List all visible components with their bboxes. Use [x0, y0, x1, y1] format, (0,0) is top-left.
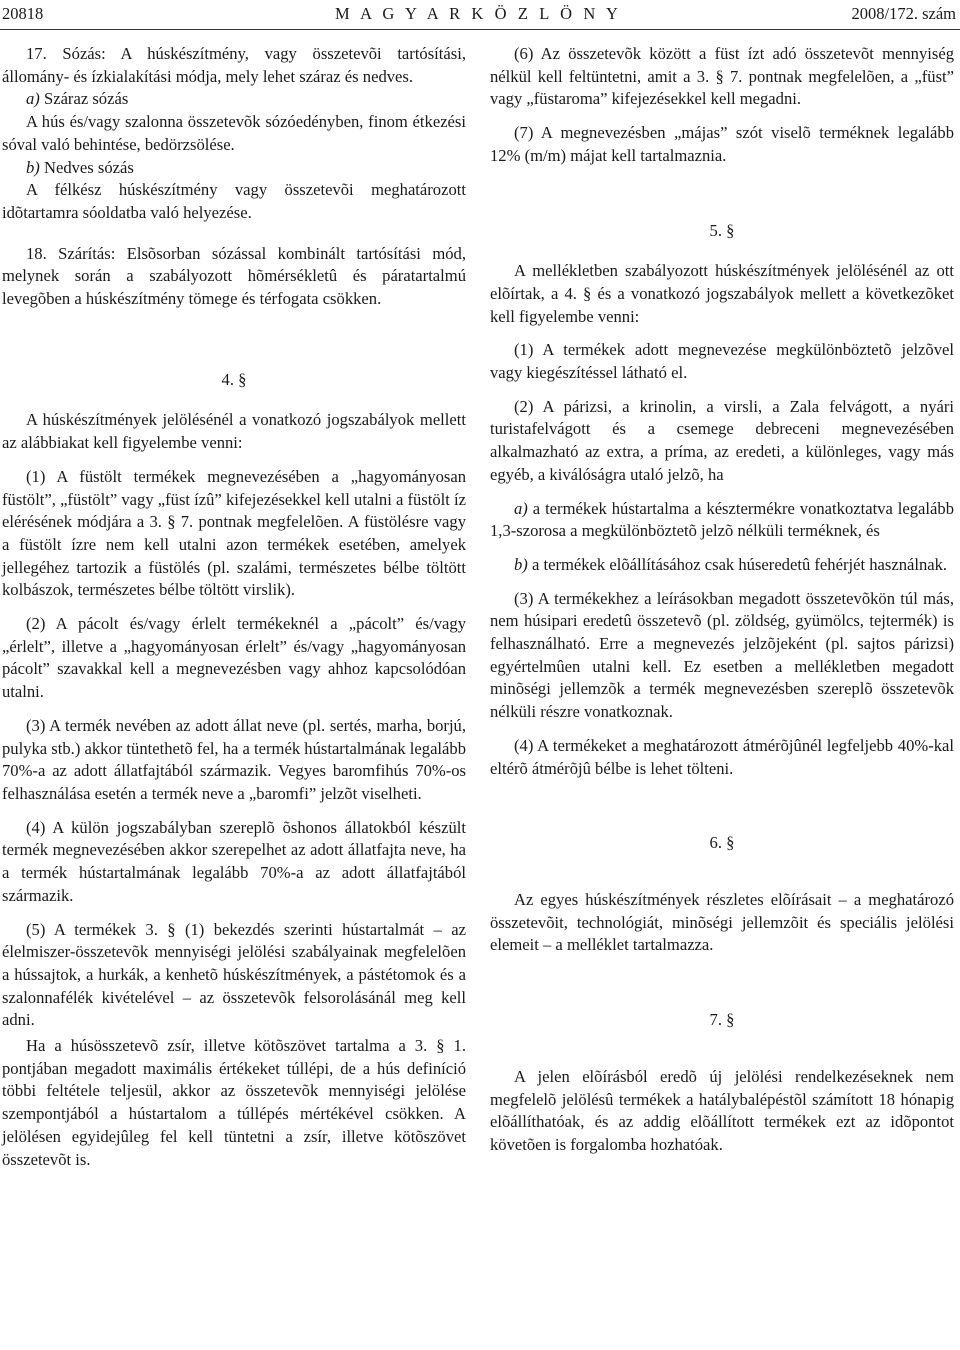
item-title: Száraz sózás — [39, 89, 129, 109]
section-4-item-6: (6) Az összetevõk között a füst ízt adó összetevõt mennyiség nélkül kell feltüntetni, amit a 3. § 7. pontnak megfelelõen, a „füst” vagy „füstaroma” kifejezésekkel kell megadni. — [490, 44, 954, 109]
section-5-item-4: (4) A termékeket a meghatározott átmérõjûnél legfeljebb 40%-kal eltérõ átmérõjû bélbe is lehet tölteni. — [490, 735, 954, 778]
section-4-heading: 4. § — [221, 369, 247, 389]
paragraph-18: 18. Szárítás: Elsõsorban sózással kombinált tartósítási mód, melynek során a szabályozott hõmérsékletû és páratartalmú levegõben a húskészítmény tömege és térfogata csökken. — [2, 243, 466, 309]
section-4-item-3: (3) A termék nevében az adott állat neve (pl. sertés, marha, borjú, pulyka stb.) akkor tüntethetõ fel, ha a termék hústartalmának legalább 70%-a az adott állatfajtából származik. Vegyes baromfihús 70%-os felhasználása esetén a termék neve a „baromfi” jelzõt viselheti. — [2, 715, 467, 803]
section-4-item-5-continued: Ha a húsösszetevõ zsír, illetve kötõszövet tartalma a 3. § 1. pontjában megadott maximális értékeket túllépi, de a hús definíció többi feltétele teljesül, akkor az összetevõk mennyiségi jelölése szempontjából a hústartalom a túllépés mértékével csökken. A jelölésen egyidejûleg fel kell tüntetni a zsír, illetve kötõszövet összetevõt is. — [2, 1036, 466, 1169]
paragraph-17b-text: A félkész húskészítmény vagy összetevõi meghatározott idõtartamra sóoldatba való helyezése. — [2, 180, 466, 222]
item-label: a) — [514, 498, 528, 518]
section-7-heading: 7. § — [709, 1010, 735, 1030]
section-5-intro: A mellékletben szabályozott húskészítmények jelölésénél az ott elõírtak, a 4. § és a vonatkozó jogszabályok mellett a következõket kell figyelembe venni: — [490, 261, 954, 326]
section-7-text: A jelen elõírásból eredõ új jelölési rendelkezéseknek nem megfelelõ jelölésû termékek a hatálybalépéstõl számított 18 hónapig elõállíthatóak, és az addig elõállított termékek ezt az idõpontot követõen is forgalomba hozhatóak. — [490, 1066, 954, 1154]
issue-number: 2008/172. szám — [851, 4, 956, 23]
header-rule — [0, 29, 960, 30]
section-5-item-1: (1) A termékek adott megnevezése megkülönböztetõ jelzõvel vagy kiegészítéssel látható el. — [490, 340, 954, 383]
section-5-item-2b — [490, 554, 954, 577]
paragraph-17a-text: A hús és/vagy szalonna összetevõk sózóedényben, finom étkezési sóval való behintése, bedörzsölése. — [2, 112, 466, 154]
section-5-item-2a — [490, 498, 954, 543]
section-5-heading: 5. § — [709, 220, 735, 240]
item-label: b) — [514, 554, 528, 574]
section-4-item-7: (7) A megnevezésben „májas” szót viselõ terméknek legalább 12% (m/m) májat kell tartalmaznia. — [490, 123, 954, 165]
item-text: a termékek elõállításához csak húseredetû fehérjét használnak. — [527, 554, 948, 574]
paragraph-17b-title — [2, 157, 466, 180]
section-4-item-5: (5) A termékek 3. § (1) bekezdés szerinti hústartalmát – az élelmiszer-összetevõk mennyiségi jelölési szabályainak megfelelõen a hússajtok, a hurkák, a kenhetõ húskészítmények, a pástétomok és a szalonnafélék kivételével – az összetevõk felsorolásánál meg kell adni. — [2, 919, 466, 1030]
item-label: a) — [26, 89, 40, 109]
journal-title: M A G Y A R K Ö Z L Ö N Y — [335, 4, 622, 23]
page-header — [0, 2, 960, 26]
section-4-item-2: (2) A pácolt és/vagy érlelt termékeknél a „pácolt” és/vagy „érlelt”, illetve a „hagyományosan érlelt” és/vagy „hagyományosan pácolt” szavakkal kell a megnevezésben vagy ahhoz kapcsolódóan utalni. — [2, 614, 466, 702]
right-column — [490, 43, 954, 1157]
section-4-intro: A húskészítmények jelölésénél a vonatkozó jogszabályok mellett az alábbiakat kell figyelembe venni: — [2, 410, 466, 453]
item-title: Nedves sózás — [39, 157, 134, 177]
paragraph-17: 17. Sózás: A húskészítmény, vagy összetevõi tartósítási, állomány- és ízkialakítási módja, mely lehet száraz és nedves. — [2, 44, 466, 86]
section-5-item-3: (3) A termékekhez a leírásokban megadott összetevõkön túl más, nem húsipari eredetû összetevõ (pl. zöldség, gyümölcs, tejtermék) is felhasználható. Erre a megnevezés jelzõjeként (pl. sajtos párizsi) egyértelmûen utalni kell. Ez esetben a mellékletben megadott minõségi jellemzõk a termék megnevezésben szereplõ összetevõk nélküli részre vonatkoznak. — [490, 588, 954, 722]
section-5-item-2: (2) A párizsi, a krinolin, a virsli, a Zala felvágott, a nyári turistafelvágott és a csemege debreceni megnevezésében alkalmazható az extra, a príma, az eredeti, a különleges, vagy más egyéb, a kiválóságra utaló jelzõ, ha — [490, 396, 954, 484]
page-number: 20818 — [2, 4, 44, 23]
section-4-item-1: (1) A füstölt termékek megnevezésében a „hagyományosan füstölt”, „füstölt” vagy „füst ízû” kifejezésekkel kell utalni a füstölt íz elérésének módjára a 3. § 7. pontnak megfelelõen. A füstölésre vagy a füstölt ízre nem kell utalni azon termékek esetében, amelyek jellegéhez tartozik a füstölés (pl. szalámi, természetes bélbe töltött kolbászok, természetes bélbe töltött virslik). — [2, 466, 467, 600]
left-column — [2, 43, 466, 1171]
section-6-text: Az egyes húskészítmények részletes elõírásait – a meghatározó összetevõit, technológiát, minõségi jellemzõit és speciális jelölési elemeit – a melléklet tartalmazza. — [490, 889, 954, 955]
section-6-heading: 6. § — [709, 833, 735, 853]
section-4-item-4: (4) A külön jogszabályban szereplõ õshonos állatokból készült termék megnevezésében akkor szerepelhet az adott állatfajta neve, ha a termék hústartalmának legalább 70%-a az adott állatfajtából származik. — [2, 817, 466, 905]
item-label: b) — [26, 157, 40, 177]
item-text: a termékek hústartalma a késztermékre vonatkoztatva legalább 1,3-szorosa a megkülönböztetõ jelzõ nélküli terméknek, és — [490, 498, 954, 541]
paragraph-17a-title — [2, 88, 466, 111]
